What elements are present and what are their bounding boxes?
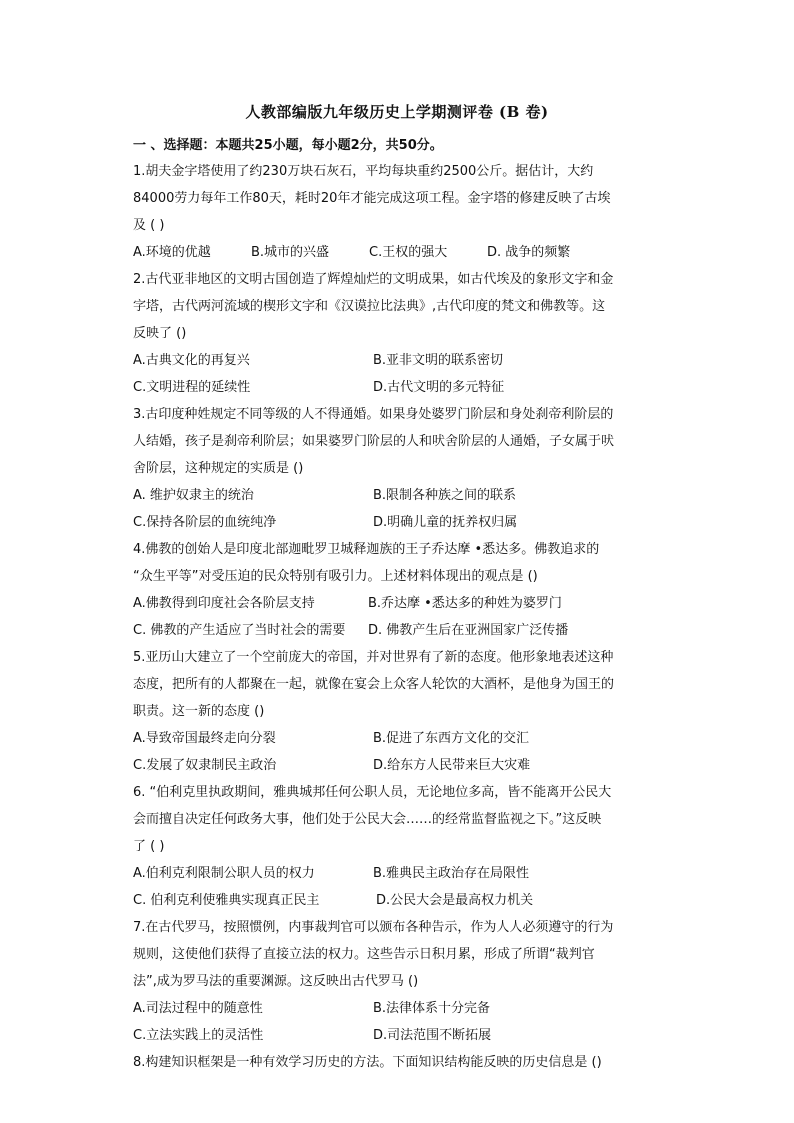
question-5-line-1: 5.亚历山大建立了一个空前庞大的帝国，并对世界有了新的态度。他形象地表述这种	[133, 650, 614, 665]
question-1-line-2: 84000劳力每年工作80天，耗时20年才能完成这项工程。金字塔的修建反映了古埃	[133, 191, 611, 206]
question-7-option-b[interactable]: B.法律体系十分完备	[373, 1001, 491, 1016]
question-2-line-2: 字塔，古代两河流域的楔形文字和《汉谟拉比法典》,古代印度的梵文和佛教等。这	[133, 299, 606, 314]
question-5-option-a[interactable]: A.导致帝国最终走向分裂	[133, 731, 276, 746]
question-7-line-3: 法”,成为罗马法的重要渊源。这反映出古代罗马 ()	[133, 974, 419, 989]
question-2-option-a[interactable]: A.古典文化的再复兴	[133, 353, 250, 368]
question-2-line-1: 2.古代亚非地区的文明古国创造了辉煌灿烂的文明成果，如古代埃及的象形文字和金	[133, 272, 614, 287]
section-heading: 一 、选择题：本题共25小题，每小题2分，共50分。	[133, 138, 443, 153]
question-5-line-2: 态度，把所有的人都聚在一起，就像在宴会上众客人轮饮的大酒杯，是他身为国王的	[133, 677, 615, 692]
question-3-option-a[interactable]: A. 维护奴隶主的统治	[133, 488, 254, 503]
question-8-line-1: 8.构建知识框架是一种有效学习历史的方法。下面知识结构能反映的历史信息是 ()	[133, 1055, 602, 1070]
question-3-option-c[interactable]: C.保持各阶层的血统纯净	[133, 515, 277, 530]
question-1-option-a[interactable]: A.环境的优越	[133, 245, 211, 260]
question-4-option-a[interactable]: A.佛教得到印度社会各阶层支持	[133, 596, 315, 611]
question-6-option-b[interactable]: B.雅典民主政治存在局限性	[373, 866, 530, 881]
question-2-option-b[interactable]: B.亚非文明的联系密切	[373, 353, 504, 368]
question-5-option-d[interactable]: D.给东方人民带来巨大灾难	[373, 758, 531, 773]
question-3-line-1: 3.古印度种姓规定不同等级的人不得通婚。如果身处婆罗门阶层和身处刹帝利阶层的	[133, 407, 614, 422]
question-1-line-3: 及 ( )	[133, 218, 165, 233]
question-1-option-c[interactable]: C.王权的强大	[369, 245, 448, 260]
question-7-option-c[interactable]: C.立法实践上的灵活性	[133, 1028, 264, 1043]
question-6-option-a[interactable]: A.伯利克利限制公职人员的权力	[133, 866, 315, 881]
question-4-line-1: 4.佛教的创始人是印度北部迦毗罗卫城释迦族的王子乔达摩 •悉达多。佛教追求的	[133, 542, 600, 557]
question-1-option-b[interactable]: B.城市的兴盛	[251, 245, 330, 260]
question-7-line-1: 7.在古代罗马，按照惯例，内事裁判官可以颁布各种告示，作为人人必须遵守的行为	[133, 920, 614, 935]
page-title: 人教部编版九年级历史上学期测评卷 (B 卷)	[245, 103, 549, 121]
question-5-option-b[interactable]: B.促进了东西方文化的交汇	[373, 731, 530, 746]
question-6-option-c[interactable]: C. 伯利克利使雅典实现真正民主	[133, 893, 320, 908]
question-4-option-d[interactable]: D. 佛教产生后在亚洲国家广泛传播	[368, 623, 569, 638]
question-1-line-1: 1.胡夫金字塔使用了约230万块石灰石，平均每块重约2500公斤。据估计，大约	[133, 164, 594, 179]
question-5-line-3: 职责。这一新的态度 ()	[133, 704, 265, 719]
question-3-line-2: 人结婚，孩子是刹帝利阶层；如果婆罗门阶层的人和吠舍阶层的人通婚，子女属于吠	[133, 434, 615, 449]
question-4-option-c[interactable]: C. 佛教的产生适应了当时社会的需要	[133, 623, 346, 638]
question-2-option-d[interactable]: D.古代文明的多元特征	[373, 380, 505, 395]
question-6-option-d[interactable]: D.公民大会是最高权力机关	[376, 893, 534, 908]
question-3-line-3: 舍阶层，这种规定的实质是 ()	[133, 461, 304, 476]
question-5-option-c[interactable]: C.发展了奴隶制民主政治	[133, 758, 277, 773]
question-6-line-1: 6. “伯利克里执政期间，雅典城邦任何公职人员，无论地位多高，皆不能离开公民大	[133, 785, 612, 800]
question-2-option-c[interactable]: C.文明进程的延续性	[133, 380, 251, 395]
question-7-option-a[interactable]: A.司法过程中的随意性	[133, 1001, 263, 1016]
question-7-line-2: 规则，这使他们获得了直接立法的权力。这些告示日积月累，形成了所谓“裁判官	[133, 947, 595, 962]
question-1-option-d[interactable]: D. 战争的频繁	[487, 245, 571, 260]
question-3-option-d[interactable]: D.明确儿童的抚养权归属	[373, 515, 518, 530]
question-6-line-2: 会而擅自决定任何政务大事，他们处于公民大会……的经常监督监视之下。”这反映	[133, 812, 602, 827]
question-2-line-3: 反映了 ()	[133, 326, 187, 341]
question-4-line-2: “众生平等”对受压迫的民众特别有吸引力。上述材料体现出的观点是 ()	[133, 569, 538, 584]
question-3-option-b[interactable]: B.限制各种族之间的联系	[373, 488, 517, 503]
question-6-line-3: 了 ( )	[133, 839, 165, 854]
question-4-option-b[interactable]: B.乔达摩 •悉达多的种姓为婆罗门	[368, 596, 562, 611]
question-7-option-d[interactable]: D.司法范围不断拓展	[373, 1028, 492, 1043]
